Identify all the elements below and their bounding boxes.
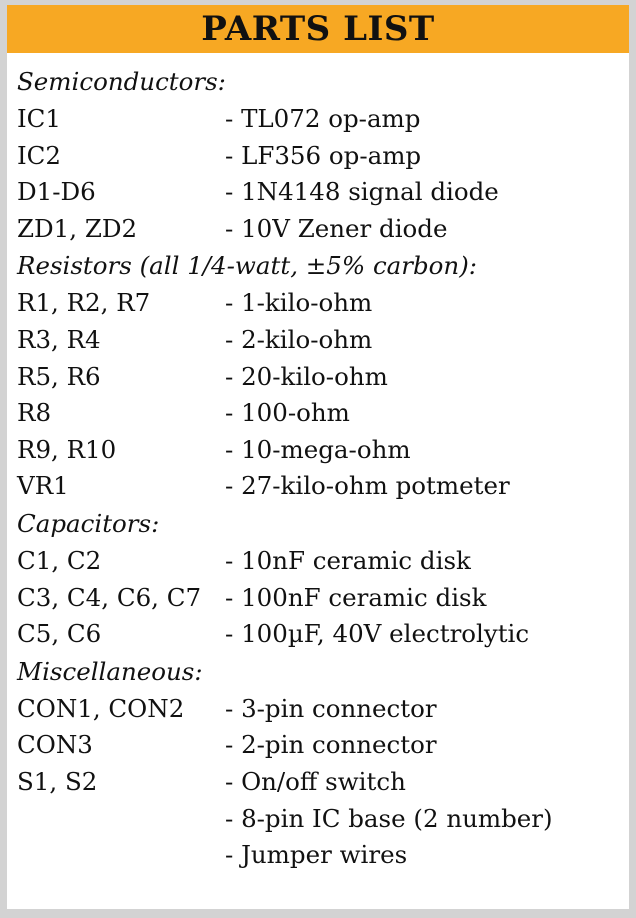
part-reference: VR1 [17,471,69,501]
part-reference: S1, S2 [17,766,98,796]
part-reference [17,837,225,874]
part-description: - 100µF, 40V electrolytic [225,619,530,649]
part-description: - 10V Zener diode [225,213,448,243]
section-title-resistors: Resistors (all 1/4-watt, ±5% carbon): [17,251,478,281]
part-description: - Jumper wires [225,840,408,870]
part-reference: R8 [17,398,52,428]
part-reference: CON1, CON2 [17,693,185,723]
list-item [17,211,629,248]
list-item [17,580,629,617]
part-description: - 27-kilo-ohm potmeter [225,471,510,501]
part-reference: C5, C6 [17,619,102,649]
list-item [17,837,629,874]
list-item [17,468,629,505]
section-title-capacitors: Capacitors: [17,508,160,538]
parts-list-content [7,53,629,909]
list-item [17,764,629,801]
part-reference: R3, R4 [17,324,101,354]
part-reference: ZD1, ZD2 [17,213,138,243]
list-item [17,691,629,728]
list-item [17,395,629,432]
list-item [17,616,629,653]
list-item [17,543,629,580]
part-description: - 8-pin IC base (2 number) [225,803,553,833]
parts-list-title: PARTS LIST [201,9,435,49]
parts-list-header [7,5,629,53]
part-reference: R5, R6 [17,361,101,391]
part-description: - On/off switch [225,766,406,796]
part-description: - LF356 op-amp [225,140,422,170]
part-description: - 1-kilo-ohm [225,288,373,318]
part-reference: CON3 [17,730,93,760]
part-description: - 100-ohm [225,398,350,428]
list-item [17,727,629,764]
part-reference: D1-D6 [17,177,96,207]
part-description: - 20-kilo-ohm [225,361,388,391]
part-description: - 2-kilo-ohm [225,324,373,354]
part-reference: R9, R10 [17,434,117,464]
list-item [17,285,629,322]
part-reference: IC2 [17,140,62,170]
part-description: - 10nF ceramic disk [225,545,471,575]
section-title-semiconductors: Semiconductors: [17,67,226,96]
part-description: - 100nF ceramic disk [225,582,487,612]
list-item [17,432,629,469]
part-reference: C3, C4, C6, C7 [17,582,202,612]
list-item [17,138,629,175]
list-item [17,101,629,138]
part-description: - 1N4148 signal diode [225,177,499,207]
part-reference [17,801,225,838]
list-item [17,801,629,838]
part-description: - 2-pin connector [225,730,437,760]
part-reference: R1, R2, R7 [17,288,151,318]
part-description: - 3-pin connector [225,693,437,723]
part-reference: IC1 [17,104,62,133]
list-item [17,322,629,359]
list-item [17,174,629,211]
section-title-miscellaneous: Miscellaneous: [17,656,203,686]
list-item [17,359,629,396]
part-reference: C1, C2 [17,545,102,575]
part-description: - TL072 op-amp [225,104,421,133]
part-description: - 10-mega-ohm [225,434,411,464]
